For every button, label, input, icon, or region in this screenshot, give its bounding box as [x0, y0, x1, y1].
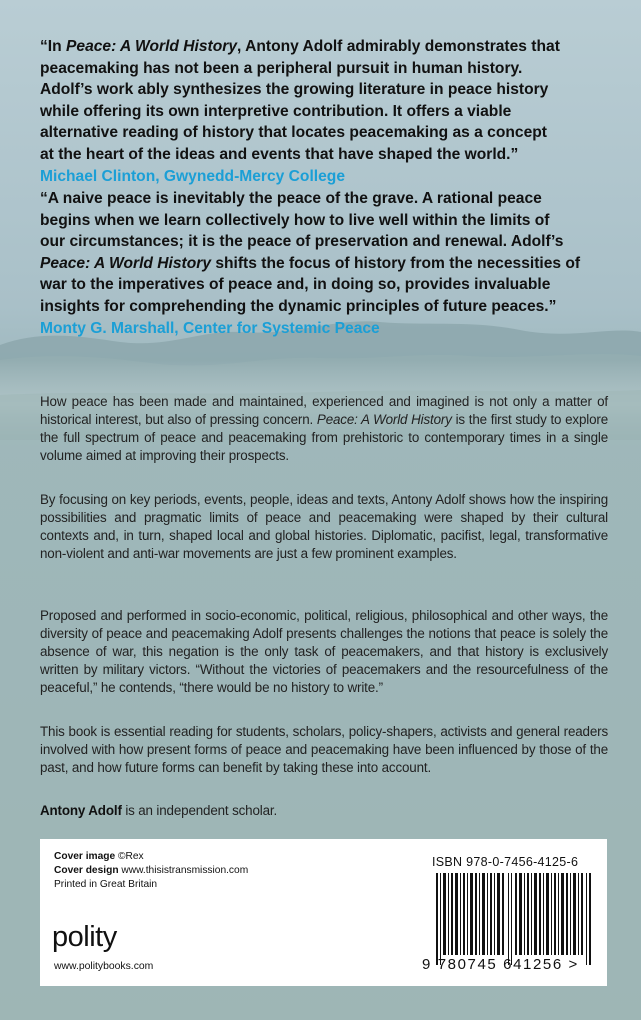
- quote-text: “In Peace: A World History, Antony Adolf admirably demonstrates that peacemaking has not been a peripheral pursuit in human history. Adolf’s work ably synthesizes the growing literature in peace history while offering its own interpretive contribution. It offers a viable alternative reading of history that locates peacemaking as a concept at the heart of the ideas and events that have shaped the world.”: [40, 38, 560, 163]
- quote-citation: Michael Clinton, Gwynedd-Mercy College: [40, 167, 345, 185]
- publisher-logo: polity: [52, 921, 117, 953]
- endorsement-quote-2: [40, 188, 606, 339]
- quote-citation: Monty G. Marshall, Center for Systemic Peace: [40, 319, 380, 337]
- quote-text: “A naive peace is inevitably the peace of the grave. A rational peace begins when we learn collectively how to live well within the limits of our circumstances; it is the peace of preservation and renewal. Adolf’s Peace: A World History shifts the focus of history from the necessities of war to the imperatives of peace and, in doing so, provides invaluable insights for comprehending the dynamic principles of future peaces.”: [40, 190, 581, 315]
- blurb-paragraph-1: How peace has been made and maintained, experienced and imagined is not only a matter of historical interest, but also of pressing concern. Peace: A World History is the first study to explore the full spectrum of peace and peacemaking from prehistoric to contemporary times in a single volume aimed at improving their prospects.: [40, 394, 608, 463]
- barcode-digits: 9 780745 641256 >: [422, 956, 579, 973]
- endorsement-quote-1: [40, 36, 606, 187]
- cover-credits: Cover image ©Rex Cover design www.thisistransmission.com Printed in Great Britain: [54, 851, 249, 891]
- blurb-paragraph-2: By focusing on key periods, events, people, ideas and texts, Antony Adolf shows how the inspiring possibilities and pragmatic limits of peace and peacemaking were shaped by their cultural contexts and, in turn, shaped local and global histories. Diplomatic, pacifist, legal, transformative non-violent and anti-war movements are just a few prominent examples.: [40, 492, 608, 561]
- publisher-panel: [40, 839, 607, 986]
- isbn-label: ISBN 978-0-7456-4125-6: [432, 855, 579, 869]
- publisher-url: www.politybooks.com: [54, 961, 154, 972]
- blurb-paragraph-3: Proposed and performed in socio-economic, political, religious, philosophical and other ways, the diversity of peace and peacemaking Adolf presents challenges the notions that peace is solely the absence of war, this negation is the only task of peacemakers, and that history is exclusively written by military victors. “Without the victories of peacemakers and the resourcefulness of the peaceful,” he contends, “there would be no history to write.”: [40, 608, 608, 695]
- author-bio: Antony Adolf is an independent scholar.: [40, 803, 278, 818]
- blurb-paragraph-4: This book is essential reading for students, scholars, policy-shapers, activists and general readers involved with how present forms of peace and peacemaking have been influenced by those of the past, and how future forms can benefit by taking these into account.: [40, 724, 608, 775]
